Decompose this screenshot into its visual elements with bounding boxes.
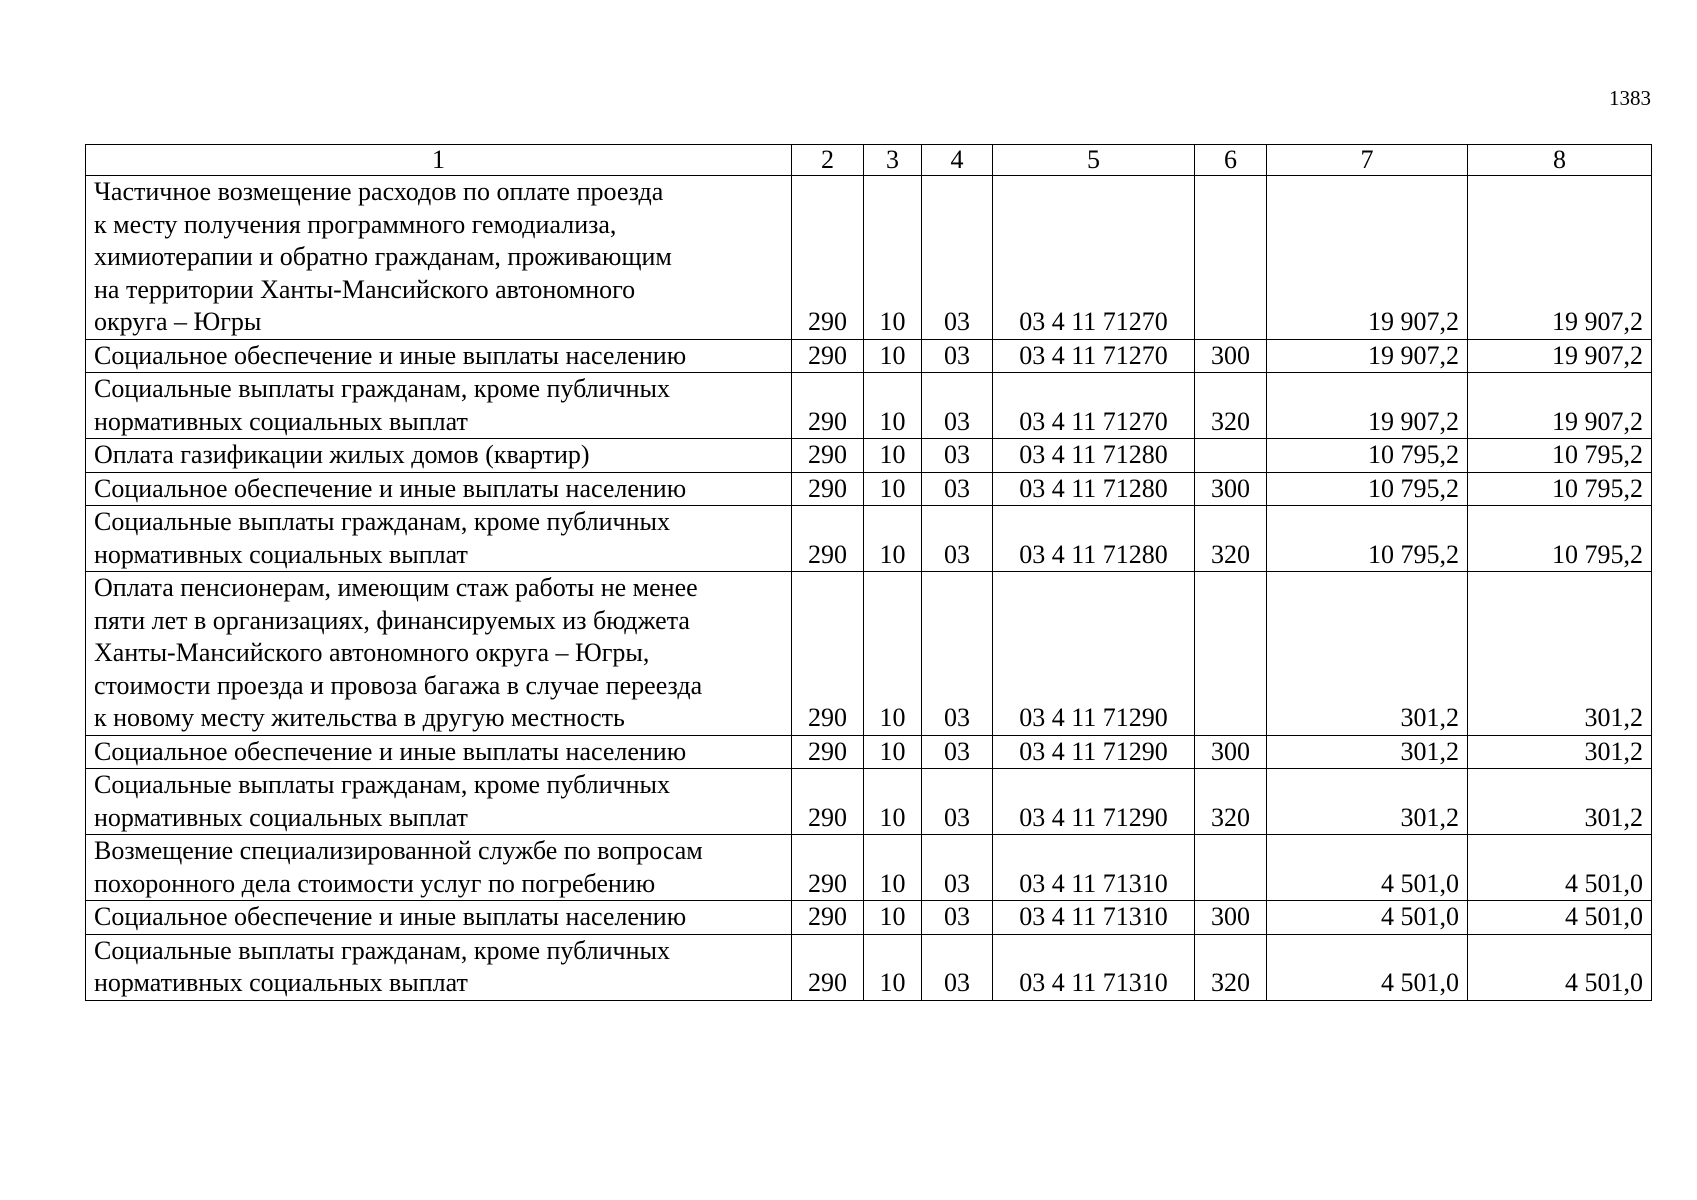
cell-section: 10 — [864, 176, 922, 340]
table-row — [86, 901, 1652, 935]
cell-target-article: 03 4 11 71270 — [993, 373, 1195, 439]
cell-admin-code: 290 — [792, 835, 864, 901]
cell-amount-year-2: 4 501,0 — [1468, 934, 1652, 1000]
cell-target-article: 03 4 11 71290 — [993, 572, 1195, 736]
cell-amount-year-2: 10 795,2 — [1468, 439, 1652, 473]
cell-amount-year-1: 19 907,2 — [1267, 176, 1468, 340]
cell-expense-type: 300 — [1195, 339, 1267, 373]
cell-target-article: 03 4 11 71290 — [993, 735, 1195, 769]
cell-subsection: 03 — [922, 901, 993, 935]
cell-expense-type — [1195, 176, 1267, 340]
cell-admin-code: 290 — [792, 373, 864, 439]
cell-section: 10 — [864, 339, 922, 373]
header-cell-5: 5 — [993, 145, 1195, 176]
table-row — [86, 835, 1652, 901]
table-row — [86, 769, 1652, 835]
table-row — [86, 572, 1652, 736]
header-cell-8: 8 — [1468, 145, 1652, 176]
cell-section: 10 — [864, 373, 922, 439]
table-row — [86, 506, 1652, 572]
cell-target-article: 03 4 11 71280 — [993, 472, 1195, 506]
cell-admin-code: 290 — [792, 572, 864, 736]
cell-expense-type: 320 — [1195, 934, 1267, 1000]
table-row — [86, 373, 1652, 439]
cell-name: Социальное обеспечение и иные выплаты населению — [86, 735, 792, 769]
cell-subsection: 03 — [922, 339, 993, 373]
cell-target-article: 03 4 11 71310 — [993, 934, 1195, 1000]
cell-amount-year-1: 10 795,2 — [1267, 439, 1468, 473]
cell-amount-year-2: 19 907,2 — [1468, 176, 1652, 340]
header-cell-1: 1 — [86, 145, 792, 176]
cell-section: 10 — [864, 835, 922, 901]
header-cell-7: 7 — [1267, 145, 1468, 176]
cell-amount-year-1: 10 795,2 — [1267, 472, 1468, 506]
cell-admin-code: 290 — [792, 176, 864, 340]
cell-amount-year-1: 301,2 — [1267, 769, 1468, 835]
cell-expense-type: 300 — [1195, 472, 1267, 506]
table-row — [86, 339, 1652, 373]
cell-subsection: 03 — [922, 835, 993, 901]
cell-admin-code: 290 — [792, 339, 864, 373]
cell-target-article: 03 4 11 71270 — [993, 339, 1195, 373]
cell-amount-year-2: 10 795,2 — [1468, 506, 1652, 572]
header-cell-2: 2 — [792, 145, 864, 176]
cell-amount-year-2: 10 795,2 — [1468, 472, 1652, 506]
cell-name: Социальное обеспечение и иные выплаты населению — [86, 472, 792, 506]
cell-name: Возмещение специализированной службе по вопросам похоронного дела стоимости услуг по погребению — [86, 835, 792, 901]
cell-name: Оплата пенсионерам, имеющим стаж работы не менее пяти лет в организациях, финансируемых из бюджета Ханты-Мансийского автономного округа – Югры, стоимости проезда и провоза багажа в случае переезда к новому месту жительства в другую местность — [86, 572, 792, 736]
cell-expense-type: 320 — [1195, 769, 1267, 835]
cell-subsection: 03 — [922, 934, 993, 1000]
cell-target-article: 03 4 11 71280 — [993, 439, 1195, 473]
table-row — [86, 176, 1652, 340]
table-body — [86, 176, 1652, 1001]
cell-amount-year-1: 301,2 — [1267, 735, 1468, 769]
cell-amount-year-1: 4 501,0 — [1267, 934, 1468, 1000]
cell-section: 10 — [864, 439, 922, 473]
cell-admin-code: 290 — [792, 901, 864, 935]
cell-amount-year-1: 4 501,0 — [1267, 835, 1468, 901]
cell-name: Оплата газификации жилых домов (квартир) — [86, 439, 792, 473]
table-row — [86, 472, 1652, 506]
cell-amount-year-1: 19 907,2 — [1267, 373, 1468, 439]
cell-section: 10 — [864, 572, 922, 736]
cell-amount-year-1: 4 501,0 — [1267, 901, 1468, 935]
cell-section: 10 — [864, 735, 922, 769]
cell-amount-year-2: 301,2 — [1468, 572, 1652, 736]
cell-admin-code: 290 — [792, 506, 864, 572]
table-row — [86, 439, 1652, 473]
cell-amount-year-2: 4 501,0 — [1468, 835, 1652, 901]
cell-subsection: 03 — [922, 572, 993, 736]
cell-expense-type: 320 — [1195, 506, 1267, 572]
cell-amount-year-2: 19 907,2 — [1468, 373, 1652, 439]
cell-expense-type: 300 — [1195, 901, 1267, 935]
cell-name: Социальное обеспечение и иные выплаты населению — [86, 901, 792, 935]
cell-admin-code: 290 — [792, 472, 864, 506]
cell-expense-type — [1195, 572, 1267, 736]
cell-section: 10 — [864, 769, 922, 835]
cell-admin-code: 290 — [792, 769, 864, 835]
cell-target-article: 03 4 11 71280 — [993, 506, 1195, 572]
cell-amount-year-2: 301,2 — [1468, 735, 1652, 769]
cell-subsection: 03 — [922, 439, 993, 473]
header-cell-6: 6 — [1195, 145, 1267, 176]
table-row — [86, 735, 1652, 769]
cell-name: Частичное возмещение расходов по оплате проезда к месту получения программного гемодиализа, химиотерапии и обратно гражданам, проживающим на территории Ханты-Мансийского автономного округа – Югры — [86, 176, 792, 340]
header-cell-3: 3 — [864, 145, 922, 176]
cell-name: Социальные выплаты гражданам, кроме публичных нормативных социальных выплат — [86, 769, 792, 835]
header-cell-4: 4 — [922, 145, 993, 176]
cell-amount-year-1: 301,2 — [1267, 572, 1468, 736]
cell-subsection: 03 — [922, 472, 993, 506]
cell-amount-year-1: 19 907,2 — [1267, 339, 1468, 373]
cell-target-article: 03 4 11 71310 — [993, 901, 1195, 935]
cell-subsection: 03 — [922, 735, 993, 769]
cell-section: 10 — [864, 472, 922, 506]
cell-subsection: 03 — [922, 176, 993, 340]
cell-name: Социальные выплаты гражданам, кроме публичных нормативных социальных выплат — [86, 934, 792, 1000]
cell-expense-type: 320 — [1195, 373, 1267, 439]
cell-name: Социальные выплаты гражданам, кроме публичных нормативных социальных выплат — [86, 506, 792, 572]
cell-amount-year-1: 10 795,2 — [1267, 506, 1468, 572]
cell-target-article: 03 4 11 71290 — [993, 769, 1195, 835]
cell-expense-type — [1195, 835, 1267, 901]
cell-name: Социальные выплаты гражданам, кроме публичных нормативных социальных выплат — [86, 373, 792, 439]
cell-amount-year-2: 19 907,2 — [1468, 339, 1652, 373]
cell-amount-year-2: 301,2 — [1468, 769, 1652, 835]
cell-subsection: 03 — [922, 769, 993, 835]
cell-subsection: 03 — [922, 373, 993, 439]
table-header — [86, 145, 1652, 176]
cell-target-article: 03 4 11 71270 — [993, 176, 1195, 340]
cell-section: 10 — [864, 506, 922, 572]
header-row — [86, 145, 1652, 176]
cell-section: 10 — [864, 901, 922, 935]
cell-target-article: 03 4 11 71310 — [993, 835, 1195, 901]
cell-admin-code: 290 — [792, 934, 864, 1000]
cell-subsection: 03 — [922, 506, 993, 572]
cell-section: 10 — [864, 934, 922, 1000]
table-row — [86, 934, 1652, 1000]
cell-admin-code: 290 — [792, 439, 864, 473]
cell-admin-code: 290 — [792, 735, 864, 769]
page-number: 1383 — [1609, 86, 1651, 110]
cell-amount-year-2: 4 501,0 — [1468, 901, 1652, 935]
cell-expense-type: 300 — [1195, 735, 1267, 769]
cell-name: Социальное обеспечение и иные выплаты населению — [86, 339, 792, 373]
budget-table — [85, 144, 1652, 1001]
cell-expense-type — [1195, 439, 1267, 473]
